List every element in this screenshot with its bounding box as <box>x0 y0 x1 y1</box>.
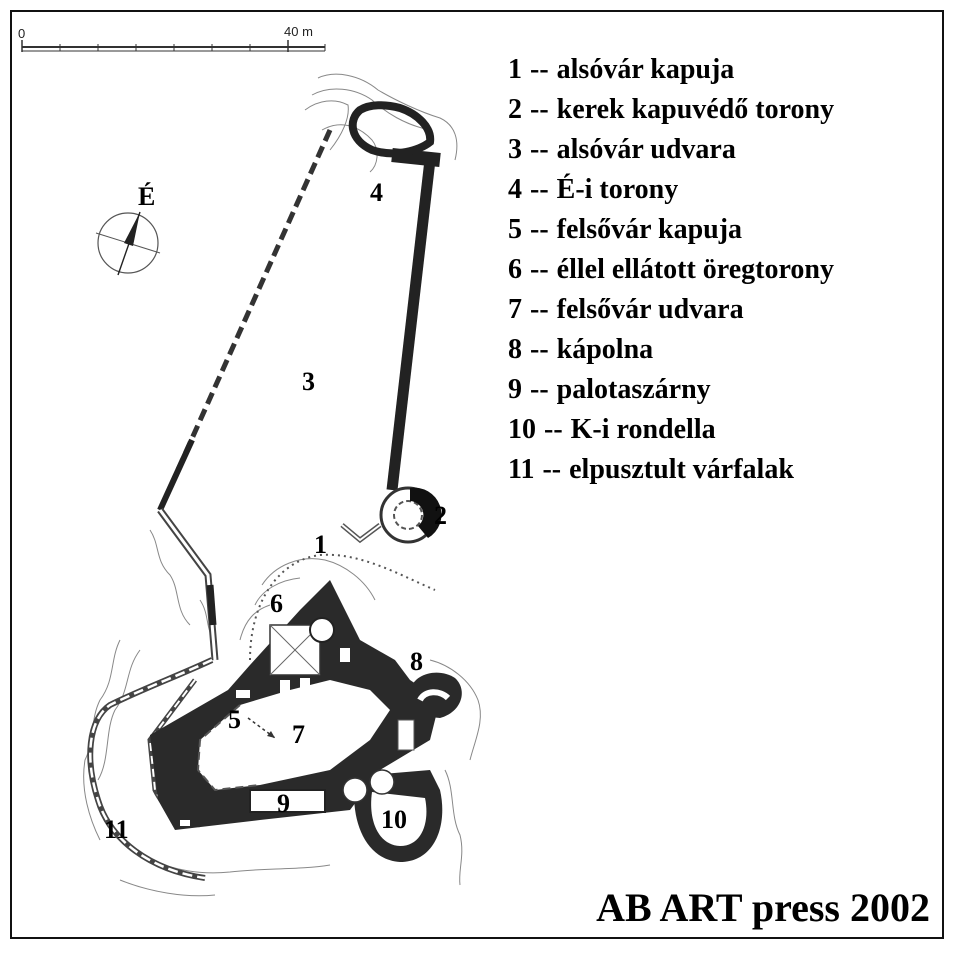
legend-item: 3 -- alsóvár udvara <box>508 134 736 165</box>
plan-label-3: 3 <box>302 367 315 396</box>
plan-label-4: 4 <box>370 178 383 207</box>
legend-item: 2 -- kerek kapuvédő torony <box>508 94 835 125</box>
north-arrow-icon <box>96 182 160 275</box>
scale-end-label: 40 m <box>284 24 313 39</box>
legend-item: 7 -- felsővár udvara <box>508 294 744 325</box>
plan-label-8: 8 <box>410 647 423 676</box>
scale-start-label: 0 <box>18 26 26 41</box>
legend-item: 4 -- É-i torony <box>508 174 679 205</box>
plan-label-1: 1 <box>314 530 327 559</box>
plan-label-5: 5 <box>228 705 241 734</box>
plan-label-6: 6 <box>270 589 283 618</box>
plan-label-2: 2 <box>434 501 447 530</box>
plan-label-7: 7 <box>292 720 305 749</box>
legend-item: 5 -- felsővár kapuja <box>508 214 743 245</box>
credit-line: AB ART press 2002 <box>596 885 930 930</box>
legend-item: 8 -- kápolna <box>508 334 654 365</box>
plan-label-9: 9 <box>277 789 290 818</box>
lower-castle-walls <box>160 105 441 660</box>
legend-item: 6 -- éllel ellátott öregtorony <box>508 254 834 285</box>
legend-item: 11 -- elpusztult várfalak <box>508 454 794 485</box>
legend-item: 9 -- palotaszárny <box>508 374 711 405</box>
north-label: É <box>138 182 156 211</box>
plan-label-11: 11 <box>104 815 129 844</box>
legend <box>508 50 834 490</box>
plan-label-10: 10 <box>381 805 407 834</box>
scale-bar <box>18 24 325 52</box>
legend-item: 1 -- alsóvár kapuja <box>508 54 735 85</box>
legend-item: 10 -- K-i rondella <box>508 414 716 445</box>
